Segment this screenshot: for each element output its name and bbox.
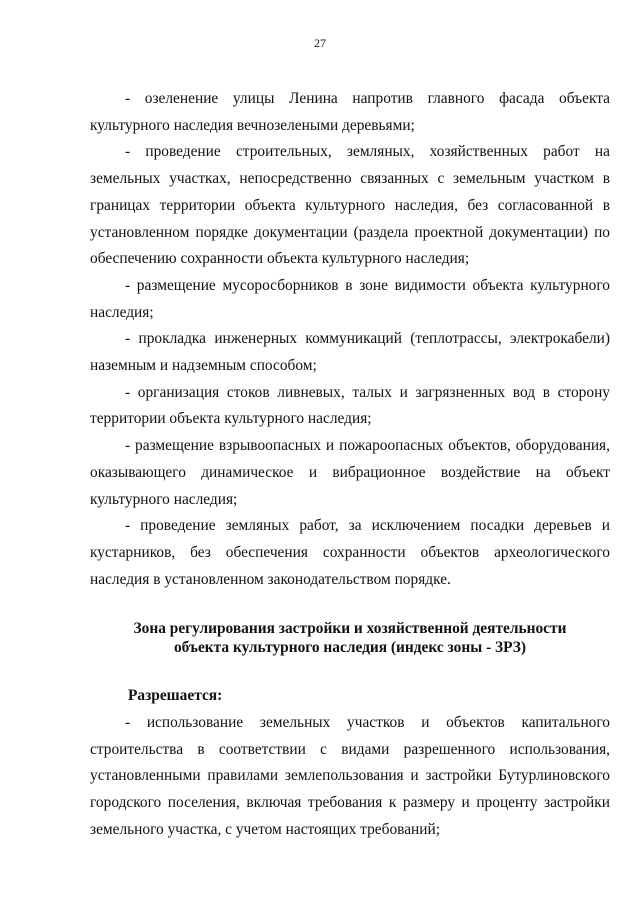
list-item-earthworks: - проведение земляных работ, за исключением посадки деревьев и кустарников, без обеспечения сохранности объектов археологического наследия в установленном законодательством порядке. <box>90 517 610 588</box>
section-title-line-2: объекта культурного наследия (индекс зоны - ЗРЗ) <box>173 639 527 657</box>
list-item-garbage-collectors: - размещение мусоросборников в зоне видимости объекта культурного наследия; <box>90 276 610 321</box>
list-item-utilities: - прокладка инженерных коммуникаций (теплотрассы, электрокабели) наземным и надземным способом; <box>90 330 610 375</box>
list-item-hazardous-objects: - размещение взрывоопасных и пожароопасных объектов, оборудования, оказывающего динамическое и вибрационное воздействие на объект культурного наследия; <box>90 437 610 508</box>
section-title-line-1: Зона регулирования застройки и хозяйственной деятельности <box>133 620 567 638</box>
list-item-construction-works: - проведение строительных, земляных, хозяйственных работ на земельных участках, непосредственно связанных с земельным участком в границах территории объекта культурного наследия, без согласованной в установленном порядке документации (раздела проектной документации) по обеспечению сохранности объекта культурного наследия; <box>90 143 610 268</box>
list-item-greening: - озеленение улицы Ленина напротив главного фасада объекта культурного наследия вечнозелеными деревьями; <box>90 90 610 134</box>
page-content <box>90 86 610 844</box>
list-item-land-use: - использование земельных участков и объектов капитального строительства в соответствии с видами разрешенного использования, установленными правилами землепользования и застройки Бутурлиновского городского поселения, включая требования к размеру и проценту застройки земельного участка, с учетом настоящих требований; <box>90 714 610 838</box>
section-title <box>90 619 610 657</box>
sub-heading-allowed: Разрешается: <box>128 687 223 705</box>
page-number: 27 <box>314 36 326 50</box>
list-item-drainage: - организация стоков ливневых, талых и загрязненных вод в сторону территории объекта культурного наследия; <box>90 383 610 428</box>
